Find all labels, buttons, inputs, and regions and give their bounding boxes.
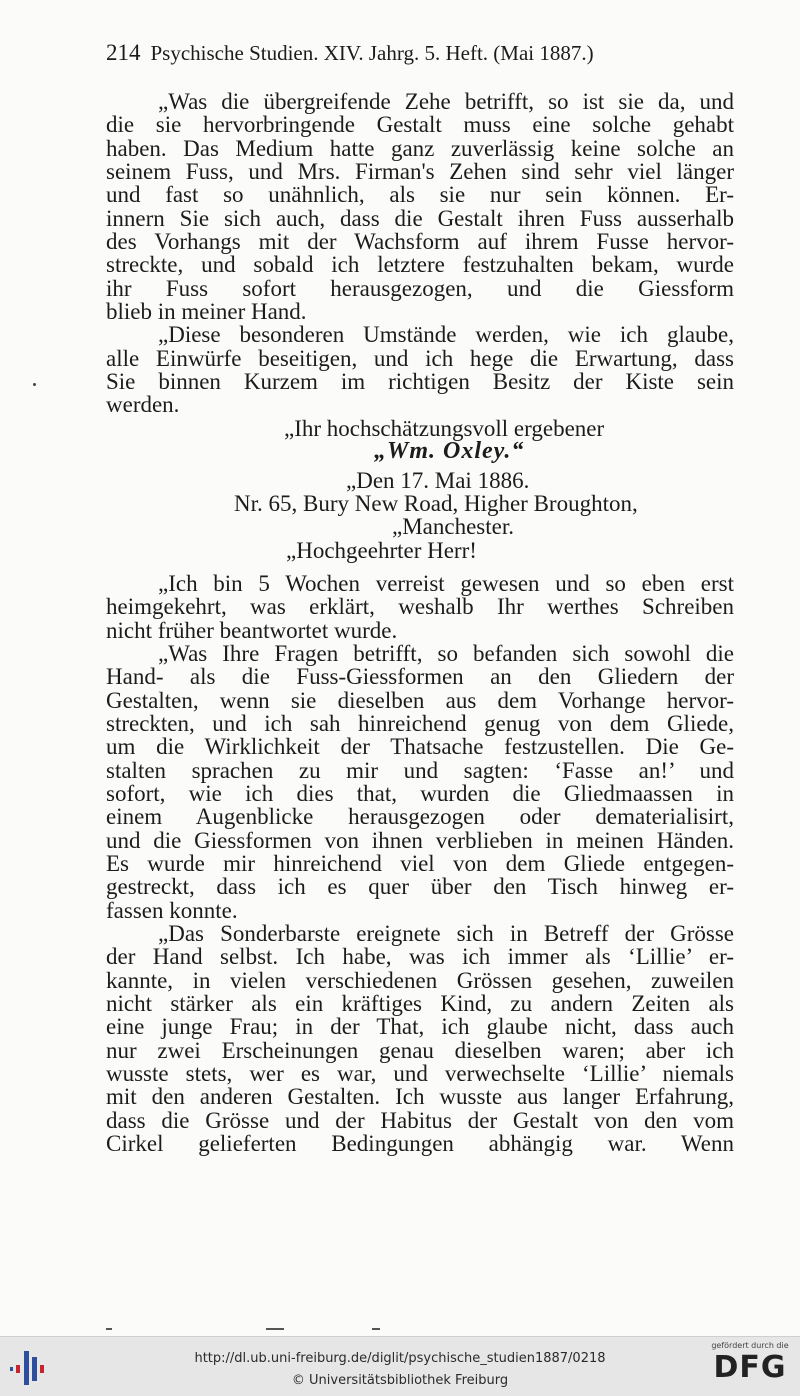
- text-line: mit den anderen Gestalten. Ich wusste aus langer Erfahrung,: [106, 1084, 734, 1110]
- text-line: eine junge Frau; in der That, ich glaube nicht, dass auch: [106, 1014, 734, 1040]
- running-header: [106, 40, 736, 66]
- text-line: gestreckt, dass ich es quer über den Tisch hinweg er-: [106, 874, 734, 900]
- viewer-footer: [0, 1336, 800, 1396]
- text-line: seinem Fuss, und Mrs. Firman's Zehen sind sehr viel länger: [106, 159, 734, 185]
- dfg-logo-text: DFG: [713, 1350, 787, 1385]
- text-line: haben. Das Medium hatte ganz zuverlässig keine solche an: [106, 135, 734, 161]
- letter-date: „Den 17. Mai 1886.: [346, 467, 530, 493]
- text-line: und die Giessformen von ihnen verblieben in meinen Händen.: [106, 827, 734, 853]
- text-line: streckte, und sobald ich letztere festzuhalten bekam, wurde: [106, 252, 734, 278]
- source-url-link[interactable]: http://dl.ub.uni-freiburg.de/diglit/psychische_studien1887/0218: [194, 1351, 606, 1366]
- text-line: dass die Grösse und der Habitus der Gestalt von den vom: [106, 1107, 734, 1133]
- text-line: Gestalten, wenn sie dieselben aus dem Vorhange hervor-: [106, 687, 734, 713]
- text-line: Sie binnen Kurzem im richtigen Besitz der Kiste sein: [106, 369, 734, 395]
- text-line: „Was Ihre Fragen betrifft, so befanden sich sowohl die: [158, 640, 734, 666]
- text-line: kannte, in vielen verschiedenen Grössen gesehen, zuweilen: [106, 967, 734, 993]
- text-line: Cirkel gelieferten Bedingungen abhängig war. Wenn: [106, 1131, 734, 1157]
- letter-salutation: „Hochgeehrter Herr!: [286, 537, 477, 563]
- text-line: blieb in meiner Hand.: [106, 299, 307, 325]
- text-line: nur zwei Erscheinungen genau dieselben waren; aber ich: [106, 1037, 734, 1063]
- text-line: um die Wirklichkeit der Thatsache festzustellen. Die Ge-: [106, 734, 734, 760]
- margin-mark: [33, 383, 36, 386]
- text-line: nicht stärker als ein kräftiges Kind, zu andern Zeiten als: [106, 991, 734, 1017]
- letter-signature: „Wm. Oxley.“: [374, 438, 525, 465]
- copyright-text: © Universitätsbibliothek Freiburg: [291, 1373, 509, 1388]
- letter-address: Nr. 65, Bury New Road, Higher Broughton,: [234, 490, 638, 516]
- text-line: des Vorhangs mit der Wachsform auf ihrem Fusse hervor-: [106, 229, 734, 255]
- text-line: „Das Sonderbarste ereignete sich in Betreff der Grösse: [158, 921, 734, 947]
- text-line: sofort, wie ich dies that, wurden die Gliedmaassen in: [106, 780, 734, 806]
- text-line: stalten sprachen zu mir und sagten: ‘Fasse an!’ und: [106, 757, 734, 783]
- running-title: Psychische Studien. XIV. Jahrg. 5. Heft. (Mai 1887.): [150, 41, 594, 65]
- text-line: wusste stets, wer es war, und verwechselte ‘Lillie’ niemals: [106, 1061, 734, 1087]
- page-body: [106, 90, 734, 1155]
- text-line: nicht früher beantwortet wurde.: [106, 617, 398, 643]
- letter-city: „Manchester.: [392, 514, 514, 540]
- text-line: und fast so unähnlich, als sie nur sein können. Er-: [106, 182, 734, 208]
- text-line: innern Sie sich auch, dass die Gestalt ihren Fuss ausserhalb: [106, 205, 734, 231]
- text-line: alle Einwürfe beseitigen, und ich hege die Erwartung, dass: [106, 345, 734, 371]
- text-line: „Diese besonderen Umstände werden, wie ich glaube,: [158, 322, 734, 348]
- bottom-scan-marks: [106, 1328, 396, 1332]
- text-line: der Hand selbst. Ich habe, was ich immer als ‘Lillie’ er-: [106, 944, 734, 970]
- text-line: werden.: [106, 392, 180, 418]
- dfg-logo-icon: [708, 1341, 792, 1385]
- text-line: ihr Fuss sofort herausgezogen, und die Giessform: [106, 275, 734, 301]
- letter-closing: „Ihr hochschätzungsvoll ergebener: [284, 415, 605, 441]
- dfg-funded-label: gefördert durch die: [711, 1341, 789, 1350]
- text-line: Es wurde mir hinreichend viel von dem Gliede entgegen-: [106, 851, 734, 876]
- text-line: Hand- als die Fuss-Giessformen an den Gliedern der: [106, 664, 734, 690]
- text-line: heimgekehrt, was erklärt, weshalb Ihr werthes Schreiben: [106, 594, 734, 620]
- text-line: „Ich bin 5 Wochen verreist gewesen und so eben erst: [158, 570, 734, 596]
- text-line: fassen konnte.: [106, 897, 238, 923]
- text-line: streckten, und ich sah hinreichend genug von dem Gliede,: [106, 710, 734, 736]
- text-line: die sie hervorbringende Gestalt muss eine solche gehabt: [106, 112, 734, 138]
- text-line: einem Augenblicke herausgezogen oder dematerialisirt,: [106, 804, 734, 830]
- page-number: 214: [106, 40, 141, 65]
- text-line: „Was die übergreifende Zehe betrifft, so ist sie da, und: [158, 89, 734, 114]
